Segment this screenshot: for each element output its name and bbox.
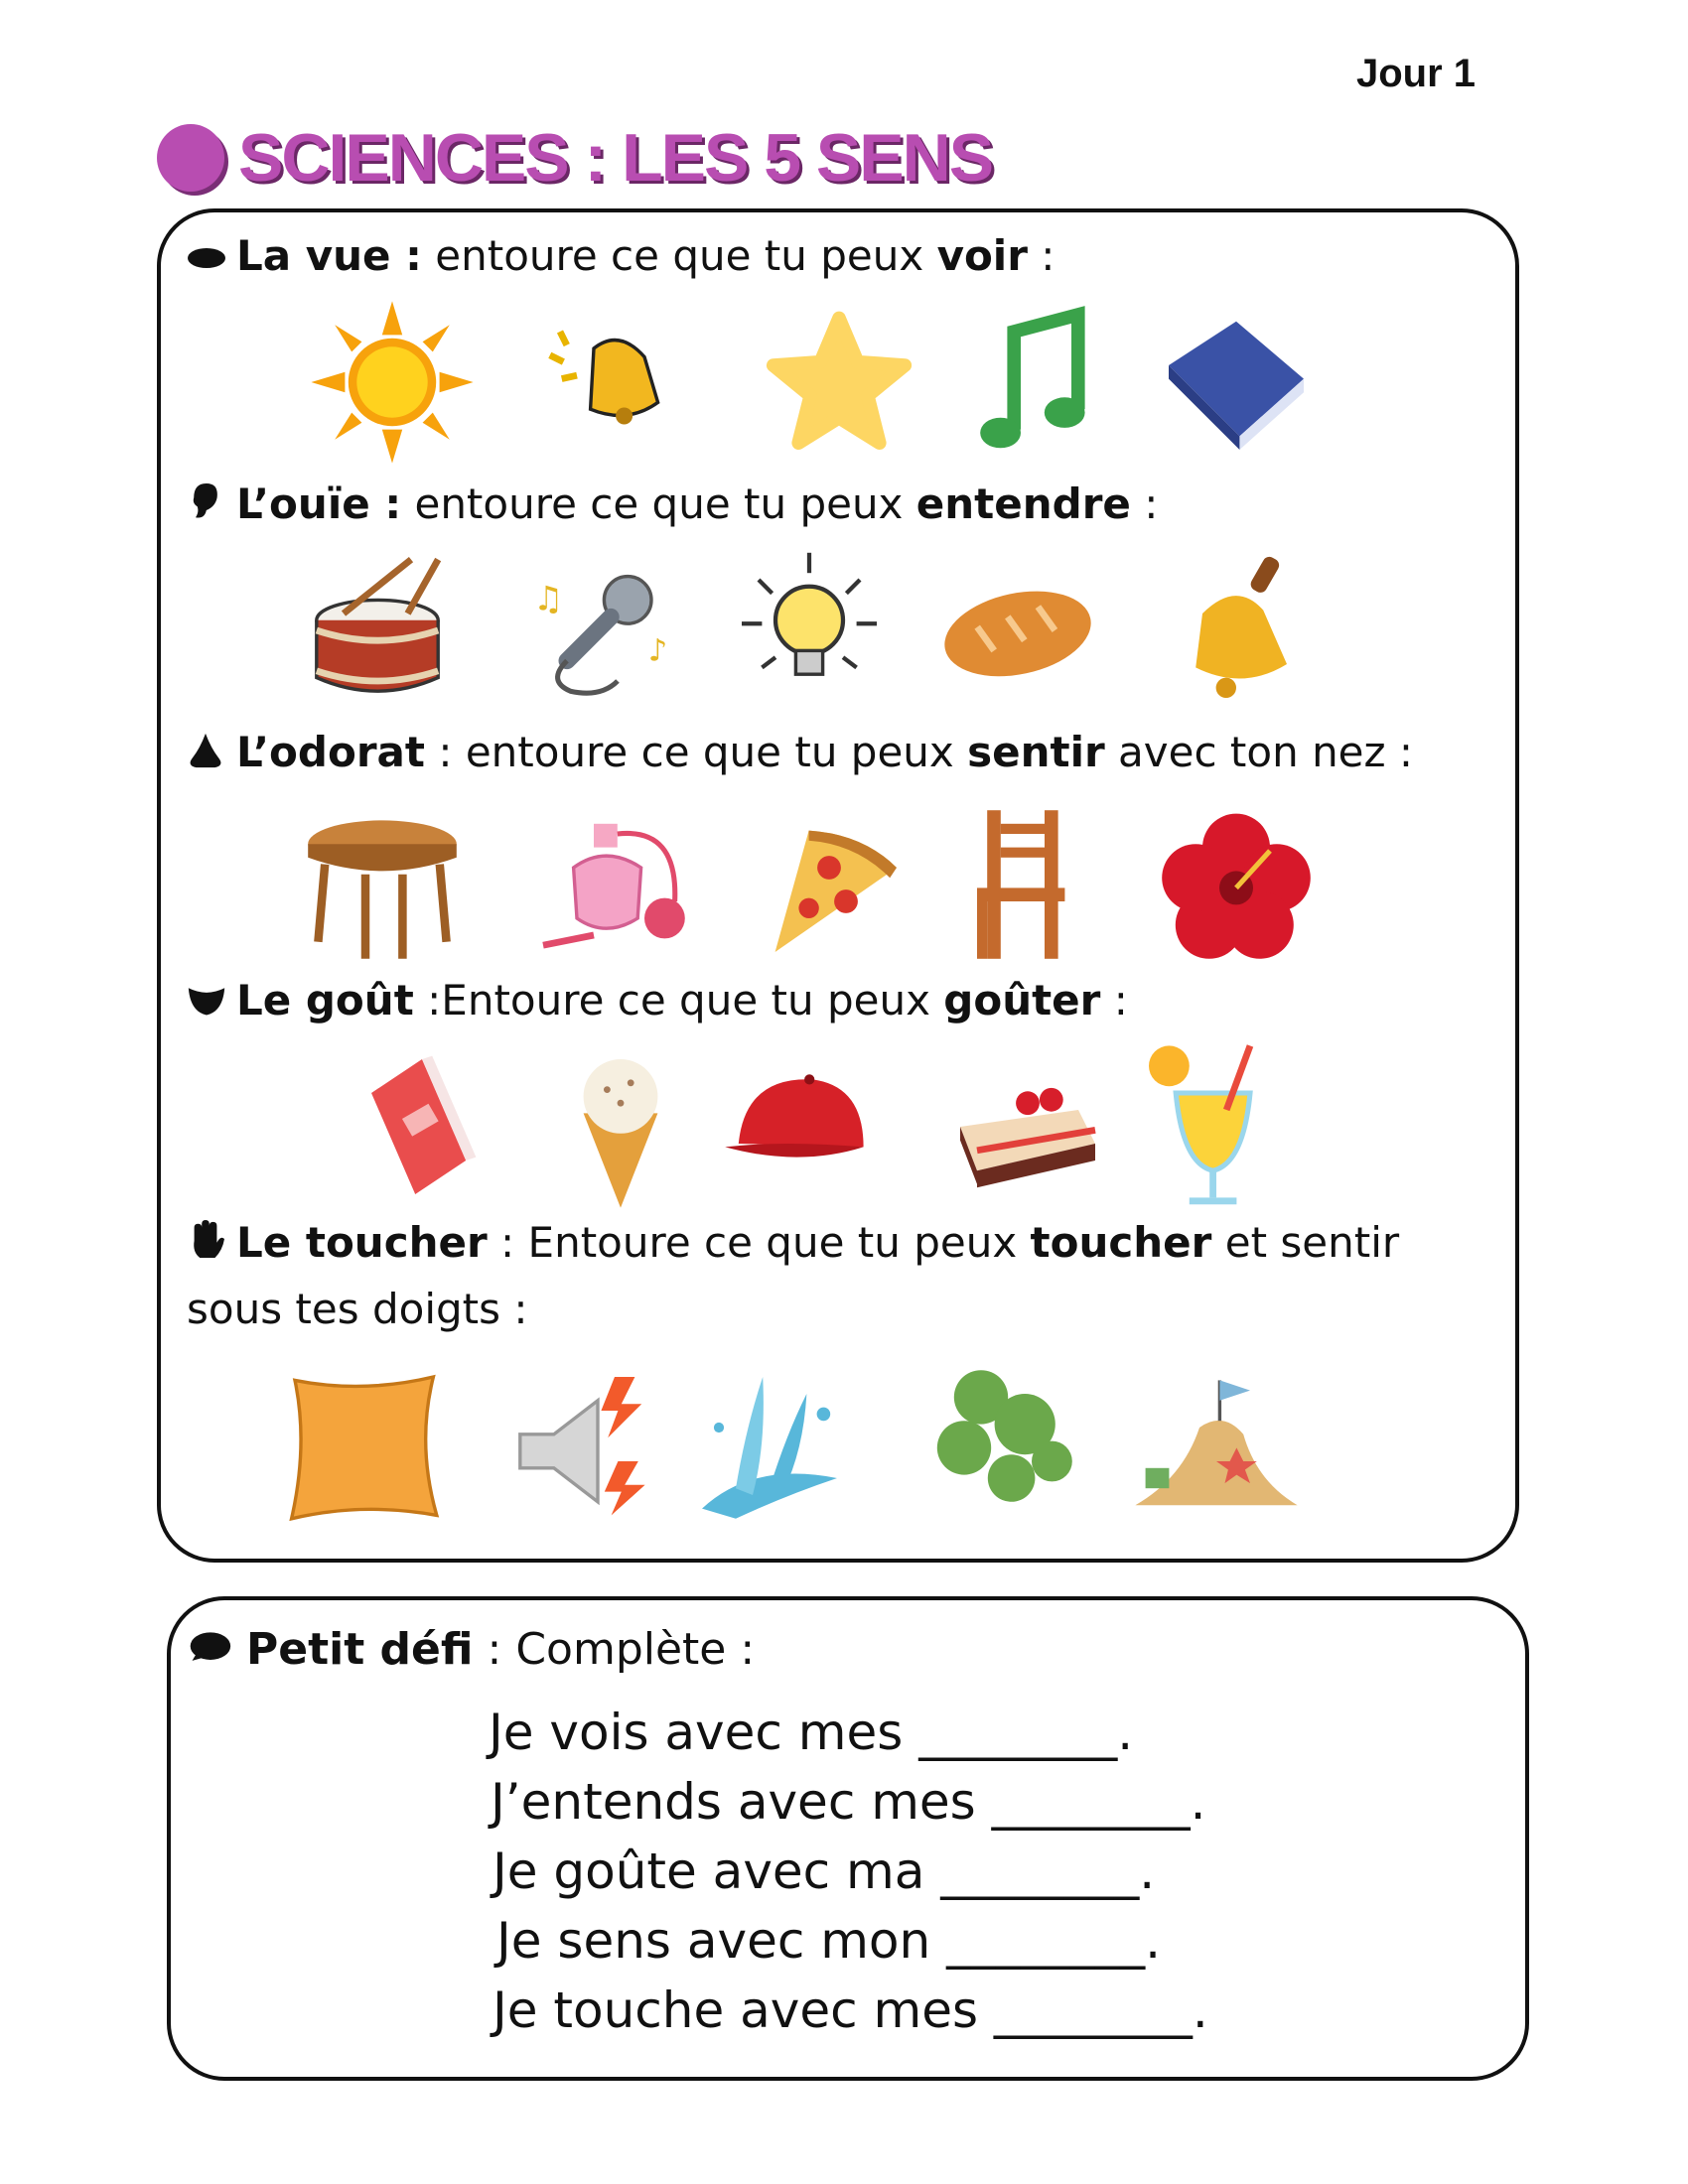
smell-images-row — [298, 800, 1390, 969]
fill-blank-sentence: J’entends avec mes ________. — [491, 1773, 1206, 1831]
day-label: Jour 1 — [1355, 52, 1476, 95]
title-block — [157, 119, 992, 197]
svg-text:♫: ♫ — [533, 579, 564, 619]
bell-icon[interactable] — [526, 298, 695, 467]
ice-cream-icon[interactable] — [536, 1042, 705, 1211]
hibiscus-flower-icon[interactable] — [1152, 800, 1321, 969]
sight-images-row — [298, 298, 1390, 467]
hearing-images-row — [298, 546, 1390, 715]
bread-icon[interactable] — [933, 546, 1102, 715]
keyword: entendre — [915, 479, 1131, 528]
touch-images-row — [298, 1360, 1390, 1529]
chair-icon[interactable] — [943, 800, 1112, 969]
bullet-circle-icon — [157, 124, 224, 192]
sense-name: Le goût — [236, 976, 414, 1024]
hand-bell-icon[interactable] — [1152, 546, 1321, 715]
cap-icon[interactable] — [715, 1042, 884, 1211]
nose-icon — [187, 724, 226, 786]
loudspeaker-icon[interactable] — [496, 1360, 665, 1529]
sense-heading-taste — [187, 969, 1128, 1034]
water-splash-icon[interactable] — [685, 1360, 854, 1529]
instruction-text: : Entoure ce que tu peux — [487, 1218, 1031, 1267]
fill-blank-sentence: Je sens avec mon ________. — [496, 1912, 1161, 1970]
pillow-icon[interactable] — [278, 1360, 447, 1529]
music-note-icon[interactable] — [953, 298, 1122, 467]
perfume-icon[interactable] — [526, 800, 695, 969]
instruction-end: avec ton nez : — [1104, 728, 1414, 776]
sense-heading-touch — [187, 1211, 1477, 1341]
page-title: SCIENCES : LES 5 SENS — [238, 120, 993, 196]
light-bulb-icon[interactable] — [725, 546, 894, 715]
sense-name: La vue : — [236, 231, 422, 280]
instruction-text: entoure ce que tu peux — [401, 479, 916, 528]
table-icon[interactable] — [298, 800, 467, 969]
sun-icon[interactable] — [308, 298, 477, 467]
taste-images-row — [298, 1042, 1390, 1211]
svg-text:♪: ♪ — [647, 633, 668, 669]
speech-bubble-icon — [187, 1627, 236, 1678]
instruction-text: : entoure ce que tu peux — [424, 728, 968, 776]
sandcastle-icon[interactable] — [1132, 1360, 1301, 1529]
book-icon[interactable] — [1152, 298, 1321, 467]
challenge-instruction: : Complète : — [473, 1624, 756, 1675]
sense-heading-sight — [187, 224, 1055, 290]
instruction-end: : — [1130, 479, 1159, 528]
instruction-text: entoure ce que tu peux — [421, 231, 937, 280]
challenge-label: Petit défi — [246, 1624, 474, 1675]
keyword: toucher — [1030, 1218, 1212, 1267]
keyword: sentir — [967, 728, 1105, 776]
eye-icon — [187, 227, 226, 290]
hand-icon — [187, 1214, 226, 1278]
smell-cloud-icon[interactable] — [914, 1360, 1082, 1529]
fill-blank-sentence: Je goûte avec ma ________. — [492, 1843, 1156, 1900]
sense-heading-hearing — [187, 473, 1158, 538]
ear-icon — [187, 476, 226, 538]
juice-icon[interactable] — [1132, 1042, 1301, 1211]
sense-name: L’odorat — [236, 728, 425, 776]
tongue-icon — [187, 972, 226, 1034]
pizza-icon[interactable] — [745, 800, 914, 969]
fill-blank-sentence: Je vois avec mes ________. — [489, 1704, 1134, 1761]
fill-blank-sentence: Je touche avec mes ________. — [492, 1981, 1208, 2039]
cake-icon[interactable] — [943, 1042, 1112, 1211]
drum-icon[interactable] — [293, 546, 462, 715]
sense-name: Le toucher — [236, 1218, 488, 1267]
instruction-end: : — [1100, 976, 1128, 1024]
instruction-text: :Entoure ce que tu peux — [413, 976, 944, 1024]
notebook-icon[interactable] — [338, 1042, 506, 1211]
keyword: voir — [936, 231, 1028, 280]
keyword: goûter — [943, 976, 1101, 1024]
instruction-end: et sentir sous tes doigts : — [187, 1218, 1400, 1333]
challenge-heading — [187, 1624, 755, 1678]
sense-heading-smell — [187, 721, 1413, 786]
instruction-end: : — [1027, 231, 1055, 280]
microphone-icon[interactable] — [516, 546, 685, 715]
sense-name: L’ouïe : — [236, 479, 402, 528]
star-icon[interactable] — [755, 298, 923, 467]
